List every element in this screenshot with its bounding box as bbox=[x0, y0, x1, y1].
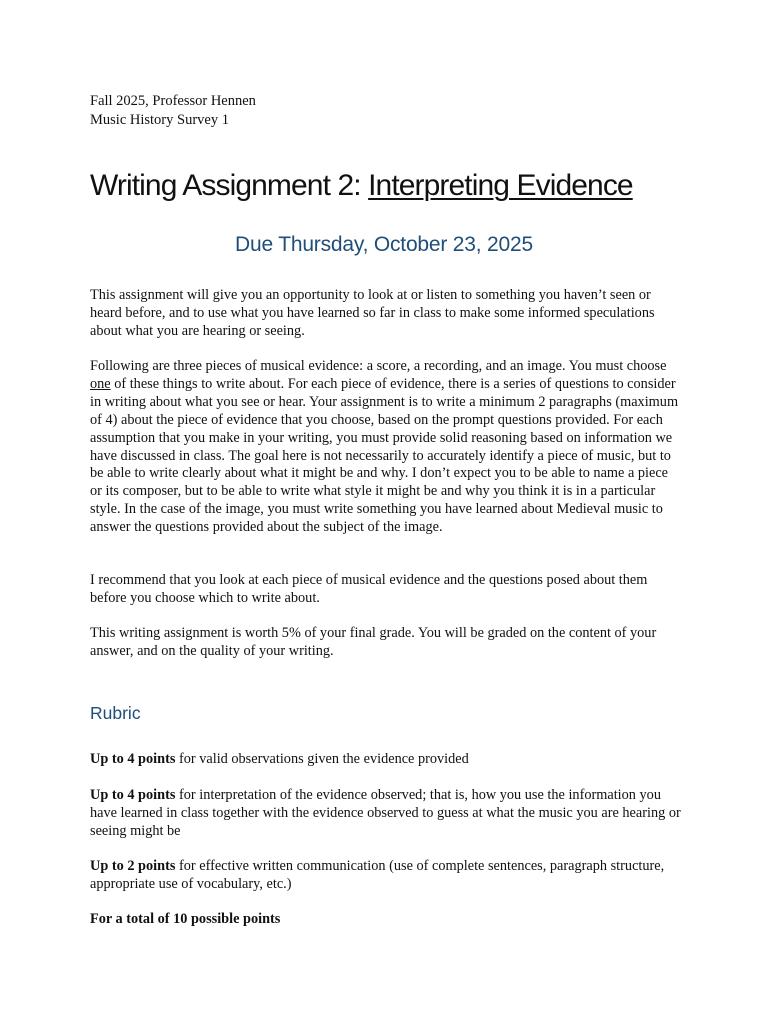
rubric-heading: Rubric bbox=[90, 703, 141, 723]
instructions-text-after: of these things to write about. For each piece of evidence, there is a series of questions to consider in writing about what you see or hear. Your assignment is to write a minimum 2 paragraphs (maximum of 4) about the piece of evidence that you choose, based on the prompt questions provided. For each assumption that you make in your writing, you must provide solid reasoning based on information we have discussed in class. The goal here is not necessarily to accurately identify a piece of music, but to be able to write clearly about what it might be and why. I don’t expect you to be able to name a piece or its composer, but to be able to write what style it might be and why you think it is in a particular style. In the case of the image, you must write something you have learned about Medieval music to answer the questions provided about the subject of the image. bbox=[90, 375, 679, 536]
rubric-item-points: Up to 4 points bbox=[90, 787, 176, 803]
rubric-item-points: Up to 2 points bbox=[90, 858, 176, 874]
rubric-item-text: for valid observations given the evidence provided bbox=[175, 751, 469, 767]
page-title bbox=[90, 166, 690, 206]
instructions-paragraph bbox=[90, 358, 682, 537]
instructions-text-before: Following are three pieces of musical evidence: a score, a recording, and an image. You must choose bbox=[90, 358, 667, 374]
rubric-item-text: for effective written communication (use of complete sentences, paragraph structure, appropriate use of vocabulary, etc.) bbox=[90, 858, 665, 892]
rubric-item-text: for interpretation of the evidence observed; that is, how you use the information you have learned in class together with the evidence observed to guess at what the music you are hearing or seeing might be bbox=[90, 787, 681, 839]
title-underlined: Interpreting Evidence bbox=[368, 169, 633, 202]
course-header bbox=[90, 92, 256, 130]
instructions-underlined-word: one bbox=[90, 375, 111, 392]
rubric-item bbox=[90, 858, 682, 894]
intro-paragraph: This assignment will give you an opportunity to look at or listen to something you haven’t seen or heard before, and to use what you have learned so far in class to make some informed speculations about what you are hearing or seeing. bbox=[90, 287, 655, 339]
rubric-item bbox=[90, 751, 682, 769]
title-prefix: Writing Assignment 2: bbox=[90, 169, 369, 202]
rubric-item bbox=[90, 787, 682, 841]
course-name: Music History Survey 1 bbox=[90, 112, 229, 128]
rubric-total-text: For a total of 10 possible points bbox=[90, 911, 281, 927]
rubric-total bbox=[90, 911, 682, 929]
grading-paragraph: This writing assignment is worth 5% of your final grade. You will be graded on the content of your answer, and on the quality of your writing. bbox=[90, 625, 657, 659]
rubric-item-points: Up to 4 points bbox=[90, 751, 176, 767]
due-date-heading: Due Thursday, October 23, 2025 bbox=[235, 233, 533, 256]
recommendation-paragraph: I recommend that you look at each piece of musical evidence and the questions posed about them before you choose which to write about. bbox=[90, 572, 648, 606]
course-term-professor: Fall 2025, Professor Hennen bbox=[90, 93, 256, 109]
